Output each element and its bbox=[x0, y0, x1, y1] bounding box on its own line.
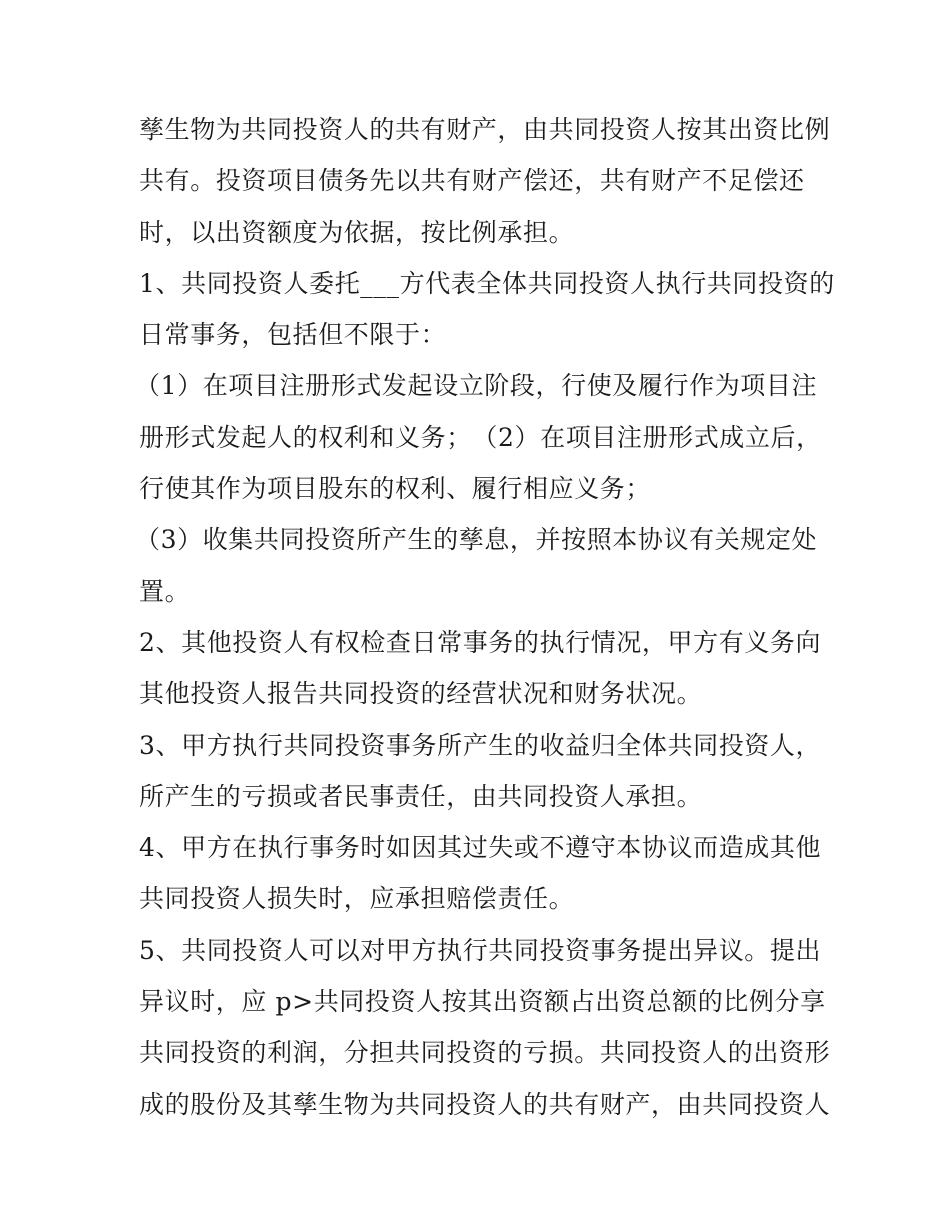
text-line: 册形式发起人的权利和义务； （2）在项目注册形式成立后， bbox=[139, 422, 822, 452]
text-line: 置。 bbox=[139, 576, 191, 606]
text-line: 日常事务，包括但不限于： bbox=[139, 320, 447, 350]
text-line: 共同投资人损失时，应承担赔偿责任。 bbox=[139, 884, 575, 914]
text-line: 异议时，应 p>共同投资人按其出资额占出资总额的比例分享 bbox=[139, 987, 826, 1017]
clause-3-line: 3、甲方执行共同投资事务所产生的收益归全体共同投资人， bbox=[139, 730, 822, 760]
clause-2-line: 2、其他投资人有权检查日常事务的执行情况，甲方有义务向 bbox=[139, 627, 822, 657]
text-line: 共有。投资项目债务先以共有财产偿还，共有财产不足偿还 bbox=[139, 166, 805, 196]
text-line: 成的股份及其孳生物为共同投资人的共有财产，由共同投资人 bbox=[139, 1089, 831, 1119]
text-line: 所产生的亏损或者民事责任，由共同投资人承担。 bbox=[139, 781, 703, 811]
clause-4-line: 4、甲方在执行事务时如因其过失或不遵守本协议而造成其他 bbox=[139, 833, 822, 863]
clause-5-line: 5、共同投资人可以对甲方执行共同投资事务提出异议。提出 bbox=[139, 935, 822, 965]
text-line: 其他投资人报告共同投资的经营状况和财务状况。 bbox=[139, 679, 703, 709]
clause-1-line: 1、共同投资人委托___方代表全体共同投资人执行共同投资的 bbox=[139, 268, 835, 298]
item-3-line: （3）收集共同投资所产生的孳息，并按照本协议有关规定处 bbox=[135, 525, 818, 555]
text-line: 共同投资的利润，分担共同投资的亏损。共同投资人的出资形 bbox=[139, 1038, 831, 1068]
text-line: 时，以出资额度为依据，按比例承担。 bbox=[139, 217, 575, 247]
text-line: 孳生物为共同投资人的共有财产，由共同投资人按其出资比例 bbox=[139, 115, 831, 144]
item-1-line: （1）在项目注册形式发起设立阶段，行使及履行作为项目注 bbox=[135, 371, 818, 401]
document-body bbox=[135, 104, 835, 1130]
text-line: 行使其作为项目股东的权利、履行相应义务； bbox=[139, 474, 652, 504]
